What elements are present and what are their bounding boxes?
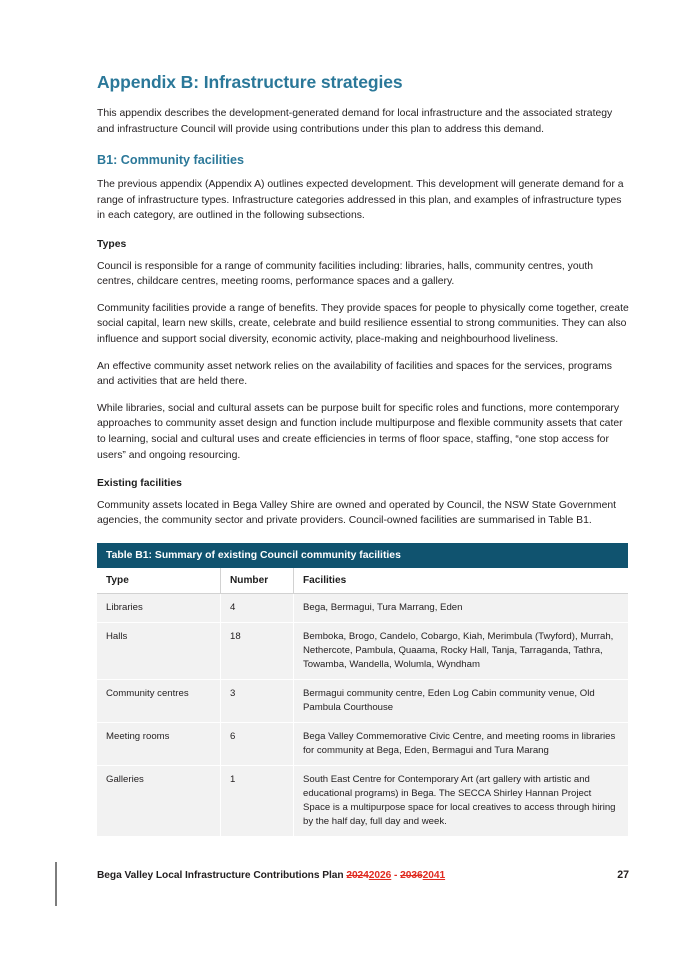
section-heading-b1: B1: Community facilities — [97, 153, 244, 168]
paragraph-6: Community assets located in Bega Valley Shire are owned and operated by Council, the NSW State Government agencies, the community sector and private providers. Council-owned facilities are summarised in Table B1. — [97, 499, 617, 527]
page-content — [97, 72, 629, 836]
table-header-row — [97, 568, 628, 594]
table-head — [97, 568, 628, 594]
subheading-types: Types — [97, 239, 127, 251]
cell-type: Community centres — [97, 680, 221, 723]
table-b1-container — [97, 543, 628, 837]
footer-plan-title: Bega Valley Local Infrastructure Contributions Plan — [97, 870, 344, 881]
cell-facilities: South East Centre for Contemporary Art (art gallery with artistic and educational programs) in Bega. The SECCA Shirley Hannan Project Space is a multipurpose space for local creatives to access through hiring by the half day, full day and week. — [294, 766, 629, 837]
paragraph-3: Community facilities provide a range of benefits. They provide spaces for people to physically come together, create social capital, learn new skills, create, celebrate and build resilience essential to strong communities. They can also influence and support social diversity, economic activity, place-making and neighbourhood liveliness. — [97, 302, 629, 345]
paragraph-2: Council is responsible for a range of community facilities including: libraries, halls, community centres, youth centres, childcare centres, meeting rooms, performance spaces and a gallery. — [97, 260, 594, 288]
footer-year-end-deleted: 2036 — [400, 870, 423, 881]
cell-type: Halls — [97, 623, 221, 680]
intro-paragraph: This appendix describes the development-generated demand for local infrastructure and the associated strategy and infrastructure Council will provide using contributions under this plan to address this demand. — [97, 108, 613, 135]
page-title: Appendix B: Infrastructure strategies — [97, 72, 403, 92]
footer-year-start-deleted: 2024 — [346, 870, 369, 881]
table-caption: Table B1: Summary of existing Council community facilities — [97, 543, 628, 568]
column-header-type: Type — [97, 568, 221, 594]
table-b1 — [97, 543, 628, 837]
revision-change-bar — [55, 862, 57, 906]
table-body — [97, 594, 628, 837]
paragraph-5: While libraries, social and cultural assets can be purpose built for specific roles and functions, more contemporary approaches to community asset design and function include multipurpose and flexible community assets that cater to learning, social and cultural uses and create efficiencies in terms of floor space, staffing, “one stop access for users” and ongoing resourcing. — [97, 402, 623, 461]
cell-facilities: Bega Valley Commemorative Civic Centre, and meeting rooms in libraries for community at Bega, Eden, Bermagui and Tura Marang — [294, 723, 629, 766]
footer-year-start-inserted: 2026 — [368, 870, 392, 881]
page-footer — [97, 869, 629, 881]
page-number: 27 — [617, 869, 629, 881]
subheading-existing-facilities: Existing facilities — [97, 478, 182, 490]
paragraph-1: The previous appendix (Appendix A) outlines expected development. This development will generate demand for a range of infrastructure types. Infrastructure categories addressed in this plan, and examples of infrastructure types in each category, are outlined in the following subsections. — [97, 179, 624, 222]
cell-number: 18 — [221, 623, 294, 680]
cell-type: Galleries — [97, 766, 221, 837]
footer-year-end-inserted: 2041 — [422, 870, 446, 881]
cell-number: 1 — [221, 766, 294, 837]
cell-number: 6 — [221, 723, 294, 766]
cell-number: 4 — [221, 594, 294, 623]
footer-year-separator: - — [394, 870, 398, 881]
footer-title-line — [97, 870, 445, 881]
table-row — [97, 766, 628, 837]
cell-type: Meeting rooms — [97, 723, 221, 766]
cell-type: Libraries — [97, 594, 221, 623]
table-row — [97, 723, 628, 766]
table-row — [97, 680, 628, 723]
cell-facilities: Bermagui community centre, Eden Log Cabin community venue, Old Pambula Courthouse — [294, 680, 629, 723]
cell-facilities: Bega, Bermagui, Tura Marrang, Eden — [294, 594, 629, 623]
column-header-facilities: Facilities — [294, 568, 629, 594]
column-header-number: Number — [221, 568, 294, 594]
paragraph-4: An effective community asset network relies on the availability of facilities and spaces for the services, programs and activities that are held there. — [97, 360, 612, 388]
table-row — [97, 594, 628, 623]
cell-facilities: Bemboka, Brogo, Candelo, Cobargo, Kiah, Merimbula (Twyford), Murrah, Nethercote, Pambula, Quaama, Rocky Hall, Tanja, Tarraganda, Tathra, Towamba, Wandella, Wolumla, Wyndham — [294, 623, 629, 680]
table-row — [97, 623, 628, 680]
cell-number: 3 — [221, 680, 294, 723]
